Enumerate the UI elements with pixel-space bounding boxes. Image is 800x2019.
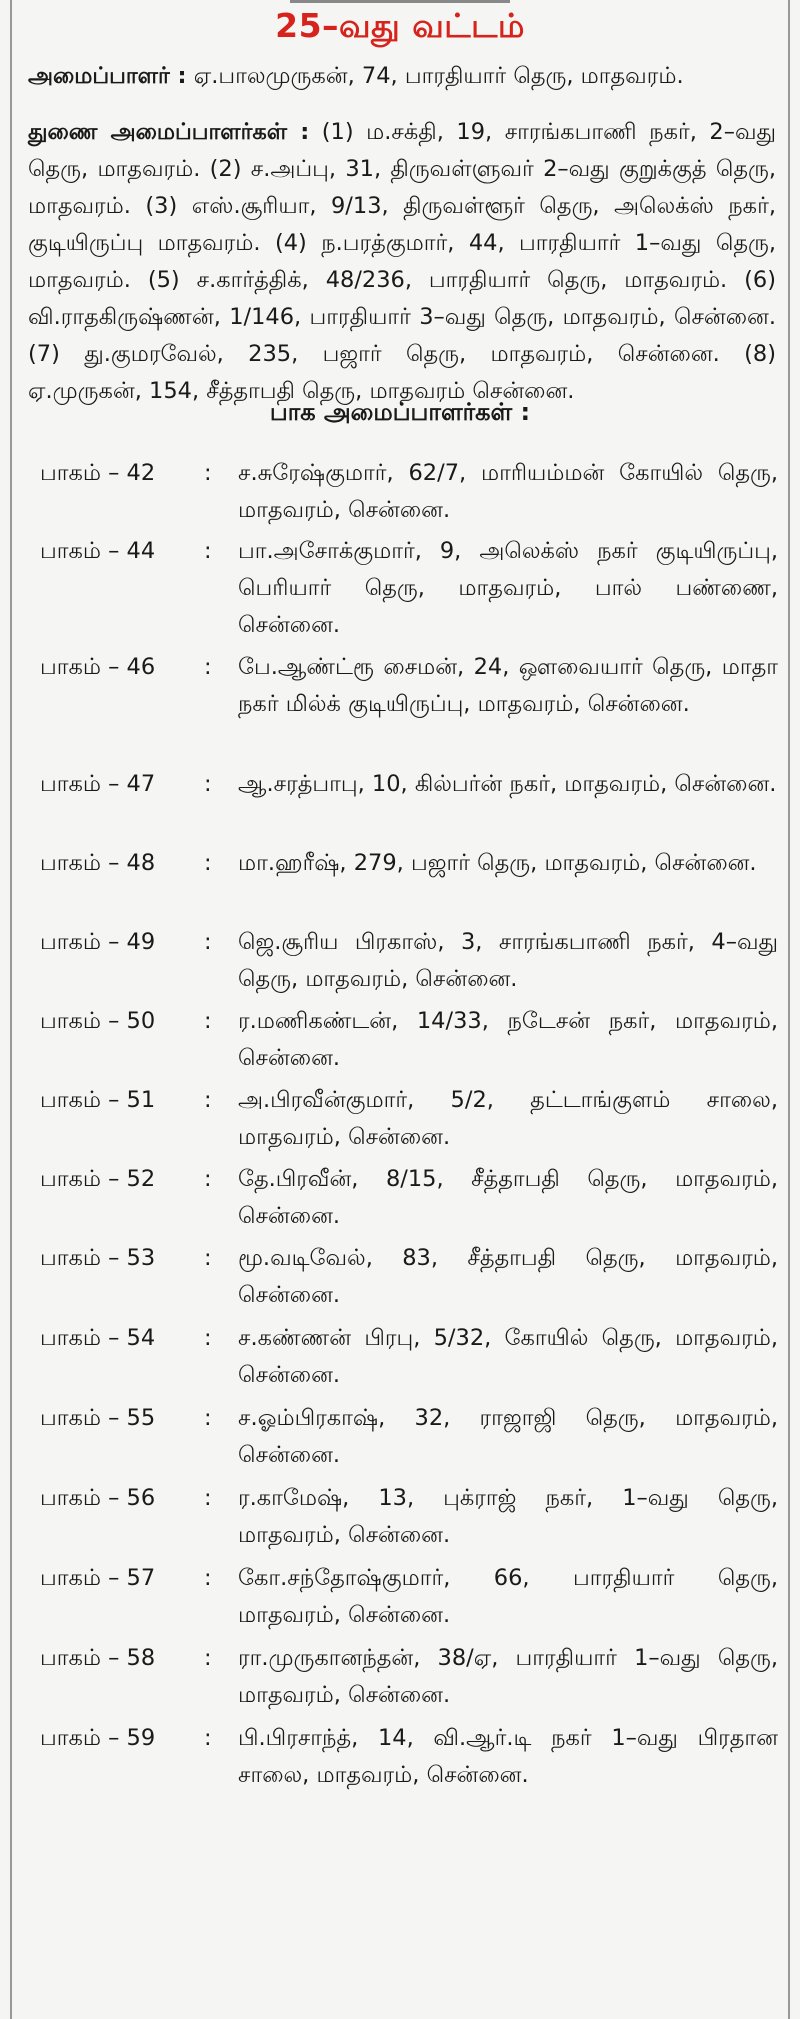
booth-label: பாகம் – 55 xyxy=(40,1405,156,1431)
top-rule xyxy=(290,0,510,3)
booth-colon: : xyxy=(204,460,212,486)
booth-label: பாகம் – 57 xyxy=(40,1565,156,1591)
booth-details: தே.பிரவீன், 8/15, சீத்தாபதி தெரு, மாதவரம், சென்னை. xyxy=(238,1166,778,1229)
booth-colon: : xyxy=(204,1725,212,1751)
booth-section-title: பாக அமைப்பாளர்கள் : xyxy=(269,398,531,426)
organizer-paragraph xyxy=(28,58,776,95)
booth-label: பாகம் – 48 xyxy=(40,850,156,876)
deputy-label: துணை அமைப்பாளர்கள் : xyxy=(28,119,310,145)
deputy-paragraph xyxy=(28,114,776,410)
booth-label: பாகம் – 58 xyxy=(40,1645,156,1671)
booth-colon: : xyxy=(204,1565,212,1591)
booth-details: மூ.வடிவேல், 83, சீத்தாபதி தெரு, மாதவரம், சென்னை. xyxy=(238,1245,778,1308)
booth-details: ச.கண்ணன் பிரபு, 5/32, கோயில் தெரு, மாதவரம், சென்னை. xyxy=(238,1325,778,1388)
booth-colon: : xyxy=(204,1166,212,1192)
booth-label: பாகம் – 46 xyxy=(40,654,156,680)
booth-colon: : xyxy=(204,850,212,876)
organizer-text: ஏ.பாலமுருகன், 74, பாரதியார் தெரு, மாதவரம். xyxy=(193,63,684,89)
booth-details: ர.காமேஷ், 13, புக்ராஜ் நகர், 1–வது தெரு, மாதவரம், சென்னை. xyxy=(238,1485,778,1548)
booth-colon: : xyxy=(204,771,212,797)
booth-details: ஜெ.சூரிய பிரகாஸ், 3, சாரங்கபாணி நகர், 4–வது தெரு, மாதவரம், சென்னை. xyxy=(238,929,778,992)
booth-details: ஆ.சரத்பாபு, 10, கில்பர்ன் நகர், மாதவரம், சென்னை. xyxy=(238,771,777,797)
organizer-label: அமைப்பாளர் : xyxy=(28,63,187,89)
booth-label: பாகம் – 53 xyxy=(40,1245,156,1271)
booth-label: பாகம் – 52 xyxy=(40,1166,156,1192)
booth-colon: : xyxy=(204,1325,212,1351)
ward-title: 25–வது வட்டம் xyxy=(275,6,525,45)
booth-details: அ.பிரவீன்குமார், 5/2, தட்டாங்குளம் சாலை, மாதவரம், சென்னை. xyxy=(238,1087,778,1150)
booth-colon: : xyxy=(204,1245,212,1271)
booth-label: பாகம் – 56 xyxy=(40,1485,156,1511)
booth-colon: : xyxy=(204,929,212,955)
booth-colon: : xyxy=(204,1008,212,1034)
booth-label: பாகம் – 54 xyxy=(40,1325,156,1351)
booth-label: பாகம் – 51 xyxy=(40,1087,156,1113)
booth-details: ரா.முருகானந்தன், 38/ஏ, பாரதியார் 1–வது தெரு, மாதவரம், சென்னை. xyxy=(238,1645,778,1708)
booth-colon: : xyxy=(204,1645,212,1671)
booth-details: பா.அசோக்குமார், 9, அலெக்ஸ் நகர் குடியிருப்பு, பெரியார் தெரு, மாதவரம், பால் பண்ணை, சென்னை. xyxy=(238,538,778,638)
booth-details: ச.சுரேஷ்குமார், 62/7, மாரியம்மன் கோயில் தெரு, மாதவரம், சென்னை. xyxy=(238,460,778,523)
booth-details: பி.பிரசாந்த், 14, வி.ஆர்.டி நகர் 1–வது பிரதான சாலை, மாதவரம், சென்னை. xyxy=(238,1725,778,1788)
booth-details: ச.ஓம்பிரகாஷ், 32, ராஜாஜி தெரு, மாதவரம், சென்னை. xyxy=(238,1405,778,1468)
booth-colon: : xyxy=(204,1405,212,1431)
booth-details: ர.மணிகண்டன், 14/33, நடேசன் நகர், மாதவரம், சென்னை. xyxy=(238,1008,778,1071)
deputy-text: (1) ம.சக்தி, 19, சாரங்கபாணி நகர், 2–வது தெரு, மாதவரம். (2) ச.அப்பு, 31, திருவள்ளுவர் 2–வது குறுக்குத் தெரு, மாதவரம். (3) எஸ்.சூரியா, 9/13, திருவள்ளூர் தெரு, அலெக்ஸ் நகர், குடியிருப்பு மாதவரம். (4) ந.பரத்குமார், 44, பாரதியார் 1–வது தெரு, மாதவரம். (5) ச.கார்த்திக், 48/236, பாரதியார் தெரு, மாதவரம். (6) வி.ராதகிருஷ்ணன், 1/146, பாரதியார் 3–வது தெரு, மாதவரம், சென்னை. (7) து.குமரவேல், 235, பஜார் தெரு, மாதவரம், சென்னை. (8) ஏ.முருகன், 154, சீத்தாபதி தெரு, மாதவரம் சென்னை. xyxy=(28,119,777,404)
booth-label: பாகம் – 44 xyxy=(40,538,156,564)
booth-label: பாகம் – 49 xyxy=(40,929,156,955)
booth-colon: : xyxy=(204,538,212,564)
booth-label: பாகம் – 42 xyxy=(40,460,156,486)
booth-details: பே.ஆண்ட்ரூ சைமன், 24, ஔவையார் தெரு, மாதா நகர் மில்க் குடியிருப்பு, மாதவரம், சென்னை. xyxy=(238,654,778,717)
booth-details: கோ.சந்தோஷ்குமார், 66, பாரதியார் தெரு, மாதவரம், சென்னை. xyxy=(238,1565,778,1628)
booth-colon: : xyxy=(204,654,212,680)
booth-colon: : xyxy=(204,1485,212,1511)
booth-label: பாகம் – 47 xyxy=(40,771,156,797)
booth-details: மா.ஹரீஷ், 279, பஜார் தெரு, மாதவரம், சென்னை. xyxy=(238,850,757,876)
booth-label: பாகம் – 59 xyxy=(40,1725,156,1751)
booth-colon: : xyxy=(204,1087,212,1113)
booth-label: பாகம் – 50 xyxy=(40,1008,156,1034)
